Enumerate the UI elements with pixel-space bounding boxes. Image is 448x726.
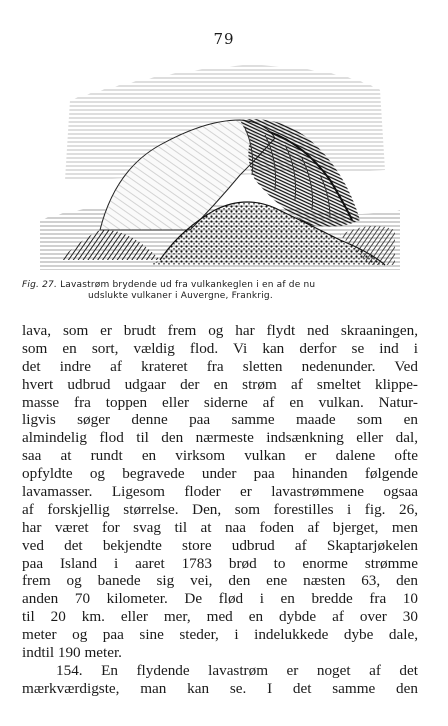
text-line: hvert udbrud udgaar der en strøm af smeltet klippe- <box>22 375 418 393</box>
text-line: ligvis søger denne paa samme maade som en <box>22 411 418 429</box>
caption-line-1 <box>22 280 402 291</box>
text-line: meter og paa sine steder, i indelukkede dybe dale, <box>22 626 418 644</box>
text-line: mærkværdigste, man kan se. I det samme den <box>22 679 418 697</box>
page-number: 79 <box>213 30 235 48</box>
text-line: paa Island i aaret 1783 brød to enorme strømme <box>22 554 418 572</box>
text-line: til 20 km. eller mer, med en dybde af over 30 <box>22 608 418 626</box>
text-line: ved det bekjendte store udbrud af Skaptarjøkelen <box>22 536 418 554</box>
text-line: lava, som er brudt frem og har flydt ned skraaningen, <box>22 322 418 339</box>
text-line: masse fra toppen eller siderne af en vulkan. Natur- <box>22 393 418 411</box>
caption-figure-label: Fig. 27. <box>22 280 58 290</box>
caption-text-1: Lavastrøm brydende ud fra vulkankeglen i en af de nu <box>60 280 316 290</box>
caption-line-2: udslukte vulkaner i Auvergne, Frankrig. <box>88 291 273 301</box>
text-line: anden 70 kilometer. De flød i en bredde fra 10 <box>22 590 418 608</box>
text-line: det indre af krateret fra sletten nedenunder. Ved <box>22 357 418 375</box>
figure-illustration <box>40 60 400 270</box>
text-line: lavamasser. Ligesom floder er lavastrømmene ogsaa <box>22 483 418 501</box>
text-line: af forskjellig størrelse. Den, som forestilles i fig. 26, <box>22 500 418 518</box>
text-line: almindelig flod til den nærmeste indsænkning eller dal, <box>22 429 418 447</box>
figure-caption <box>22 280 402 302</box>
text-line-paragraph-end: indtil 190 meter. <box>22 644 122 662</box>
text-line-section-start: 154. En flydende lavastrøm er noget af det <box>56 661 418 679</box>
text-line: opfyldte og begravede under paa hinanden følgende <box>22 465 418 483</box>
lava-flow-engraving <box>40 60 400 270</box>
text-line: har været for svag til at naa foden af bjerget, men <box>22 518 418 536</box>
text-line: saa at rundt en virksom vulkan er dalene ofte <box>22 447 418 465</box>
text-line: som en sort, vældig flod. Vi kan derfor se ind i <box>22 339 418 357</box>
text-line: frem og banede sig vei, den ene næsten 63, den <box>22 572 418 590</box>
body-text <box>22 322 418 698</box>
